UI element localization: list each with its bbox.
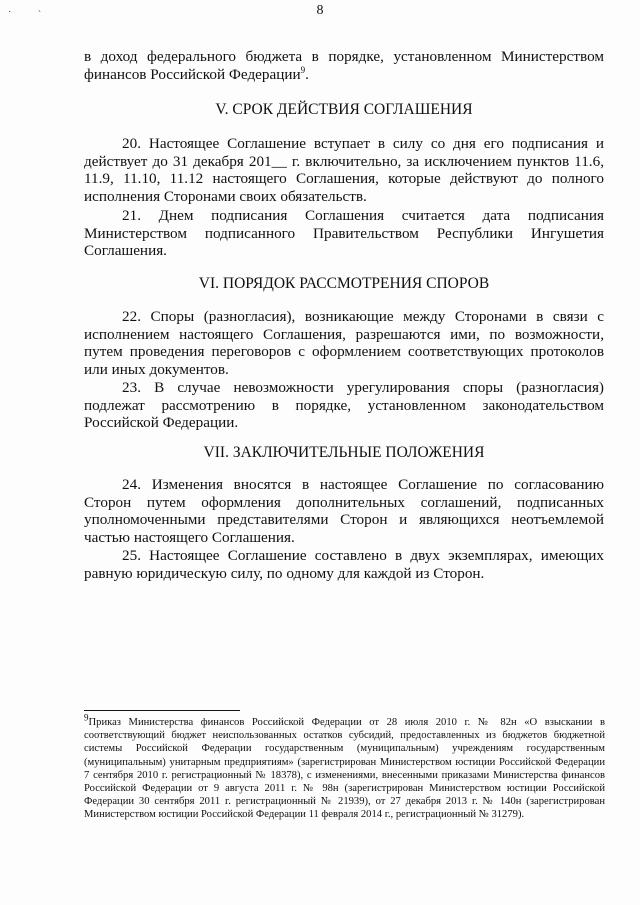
- page-number: 8: [316, 3, 324, 18]
- footnote-marker: 9: [84, 712, 89, 723]
- intro-text: в доход федерального бюджета в порядке, установленном Министерством финансов Российской Федерации: [84, 48, 604, 83]
- section-vi-heading: VI. ПОРЯДОК РАССМОТРЕНИЯ СПОРОВ: [198, 275, 490, 292]
- paragraph-21: 21. Днем подписания Соглашения считается дата подписания Министерством подписанного Правительством Республики Ингушетия Соглашения.: [84, 207, 604, 260]
- section-v-heading: V. СРОК ДЕЙСТВИЯ СОГЛАШЕНИЯ: [215, 101, 473, 118]
- paragraph-23: 23. В случае невозможности урегулирования споры (разногласия) подлежат рассмотрению в порядке, установленном законодательством Российской Федерации.: [84, 379, 604, 432]
- paragraph-24: 24. Изменения вносятся в настоящее Соглашение по согласованию Сторон путем оформления дополнительных соглашений, подписанных уполномоченными представителями Сторон и являющихся неотъемлемой частью настоящего Соглашения.: [84, 476, 604, 546]
- paragraph-20: 20. Настоящее Соглашение вступает в силу со дня его подписания и действует до 31 декабря 201__ г. включительно, за исключением пунктов 11.6, 11.9, 11.10, 11.12 настоящего Соглашения, которые действуют до полного исполнения Сторонами своих обязательств.: [84, 135, 604, 205]
- intro-paragraph: [84, 48, 604, 83]
- footnote-reference: 9: [300, 64, 306, 75]
- intro-end: .: [305, 65, 309, 83]
- paragraph-25: 25. Настоящее Соглашение составлено в двух экземплярах, имеющих равную юридическую силу, по одному для каждой из Сторон.: [84, 547, 604, 582]
- footnote-divider: [84, 710, 240, 711]
- footnote-9: [84, 712, 605, 822]
- scan-marks: ˙ `: [8, 10, 54, 21]
- paragraph-22: 22. Споры (разногласия), возникающие между Сторонами в связи с исполнением настоящего Соглашения, разрешаются ими, по возможности, путем проведения переговоров с оформлением соответствующих протоколов или иных документов.: [84, 308, 604, 378]
- footnote-text: Приказ Министерства финансов Российской Федерации от 28 июля 2010 г. № 82н «О взыскании в соответствующий бюджет неиспользованных остатков субсидий, предоставленных из бюджетов бюджетной системы Российской Федерации государственным (муниципальным) учреждениям государственным (муниципальным) унитарным предприятиям» (зарегистрирован Министерством юстиции Российской Федерации 7 сентября 2010 г. регистрационный № 18378), с изменениями, внесенными приказами Министерства финансов Российской Федерации от 9 августа 2011 г. № 98н (зарегистрирован Министерством юстиции Российской Федерации 30 сентября 2011 г. регистрационный № 21939), от 27 декабря 2013 г. № 140н (зарегистрирован Министерством юстиции Российской Федерации 11 февраля 2014 г., регистрационный № 31279).: [84, 717, 605, 821]
- section-vii-heading: VII. ЗАКЛЮЧИТЕЛЬНЫЕ ПОЛОЖЕНИЯ: [203, 444, 485, 461]
